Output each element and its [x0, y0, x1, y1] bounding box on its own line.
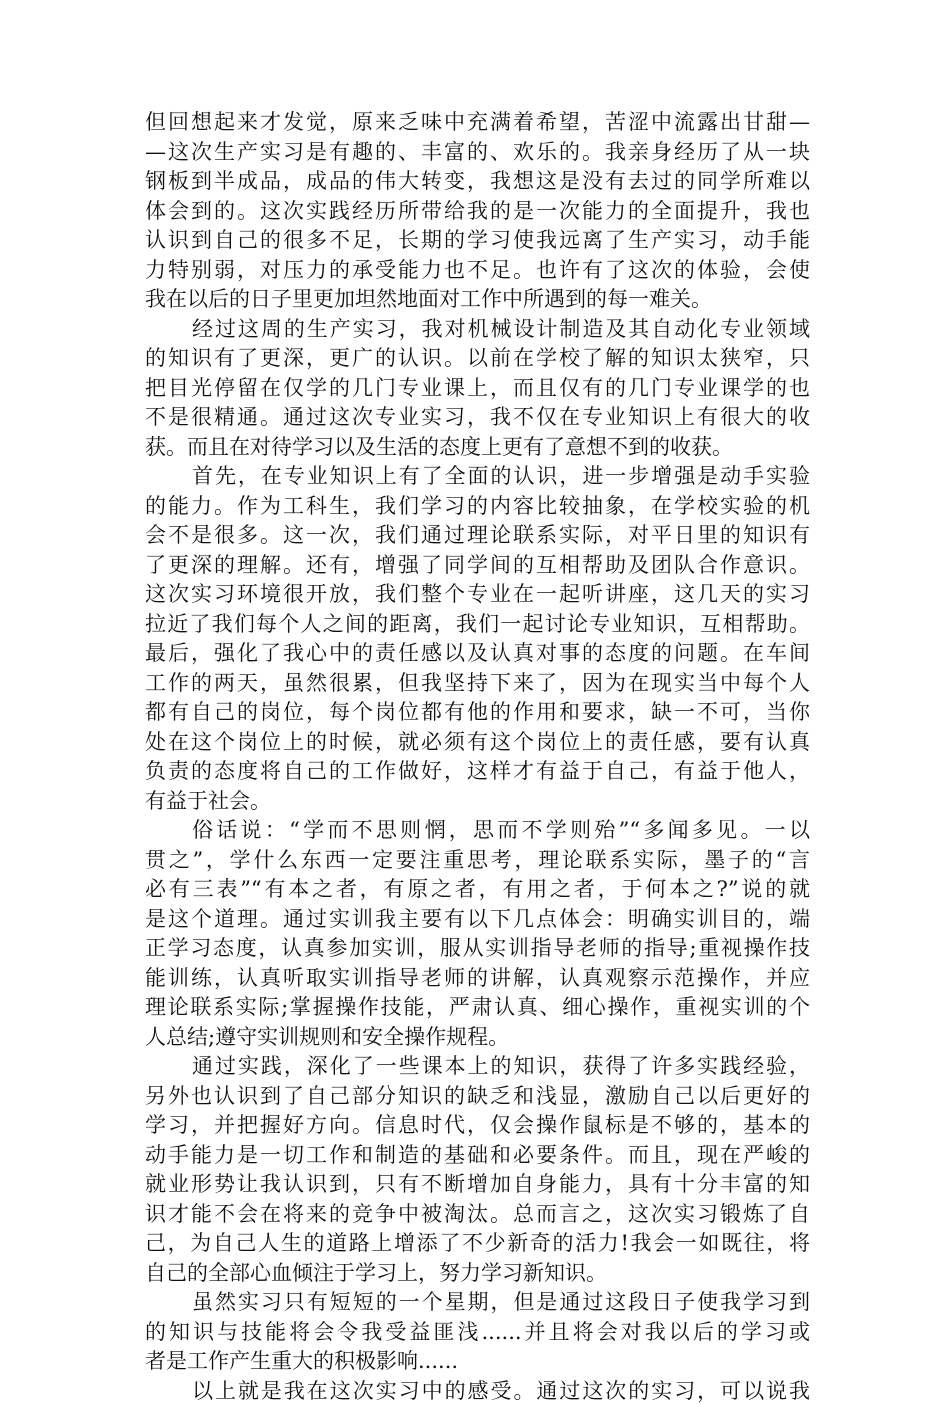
text-line: —这次生产实习是有趣的、丰富的、欢乐的。我亲身经历了从一块 — [145, 138, 810, 168]
text-line: 的知识与技能将会令我受益匪浅......并且将会对我以后的学习或 — [145, 1318, 810, 1348]
text-line: 学习，并把握好方向。信息时代，仅会操作鼠标是不够的，基本的 — [145, 1111, 810, 1141]
text-line: 处在这个岗位上的时候，就必须有这个岗位上的责任感，要有认真 — [145, 728, 810, 758]
text-line: 把目光停留在仅学的几门专业课上，而且仅有的几门专业课学的也 — [145, 374, 810, 404]
text-line: 能训练，认真听取实训指导老师的讲解，认真观察示范操作，并应 — [145, 964, 810, 994]
text-line: 正学习态度，认真参加实训，服从实训指导老师的指导;重视操作技 — [145, 934, 810, 964]
text-line: 认识到自己的很多不足，长期的学习使我远离了生产实习，动手能 — [145, 226, 810, 256]
text-line: 力特别弱，对压力的承受能力也不足。也许有了这次的体验，会使 — [145, 256, 810, 286]
document-body — [145, 108, 810, 1406]
text-line: 不是很精通。通过这次专业实习，我不仅在专业知识上有很大的收 — [145, 403, 810, 433]
text-line: 工作的两天，虽然很累，但我坚持下来了，因为在现实当中每个人 — [145, 669, 810, 699]
text-line: 经过这周的生产实习，我对机械设计制造及其自动化专业领域 — [145, 315, 810, 345]
text-line: 通过实践，深化了一些课本上的知识，获得了许多实践经验， — [145, 1052, 810, 1082]
text-line: 己，为自己人生的道路上增添了不少新奇的活力!我会一如既往，将 — [145, 1229, 810, 1259]
text-line: 负责的态度将自己的工作做好，这样才有益于自己，有益于他人， — [145, 757, 810, 787]
text-line: 以上就是我在这次实习中的感受。通过这次的实习，可以说我 — [145, 1377, 810, 1406]
text-line: 钢板到半成品，成品的伟大转变，我想这是没有去过的同学所难以 — [145, 167, 810, 197]
text-line: 虽然实习只有短短的一个星期，但是通过这段日子使我学习到 — [145, 1288, 810, 1318]
text-line: 首先，在专业知识上有了全面的认识，进一步增强是动手实验 — [145, 462, 810, 492]
text-line: 拉近了我们每个人之间的距离，我们一起讨论专业知识，互相帮助。 — [145, 610, 810, 640]
text-line: 就业形势让我认识到，只有不断增加自身能力，具有十分丰富的知 — [145, 1170, 810, 1200]
text-line: 我在以后的日子里更加坦然地面对工作中所遇到的每一难关。 — [145, 285, 810, 315]
text-line: 体会到的。这次实践经历所带给我的是一次能力的全面提升，我也 — [145, 197, 810, 227]
text-line: 俗话说：“学而不思则惘，思而不学则殆”“多闻多见。一以 — [145, 816, 810, 846]
text-line: 另外也认识到了自己部分知识的缺乏和浅显，激励自己以后更好的 — [145, 1082, 810, 1112]
text-line: 动手能力是一切工作和制造的基础和必要条件。而且，现在严峻的 — [145, 1141, 810, 1171]
text-line: 自己的全部心血倾注于学习上，努力学习新知识。 — [145, 1259, 810, 1289]
text-line: 获。而且在对待学习以及生活的态度上更有了意想不到的收获。 — [145, 433, 810, 463]
text-line: 必有三表”“有本之者，有原之者，有用之者，于何本之?”说的就 — [145, 875, 810, 905]
text-line: 的能力。作为工科生，我们学习的内容比较抽象，在学校实验的机 — [145, 492, 810, 522]
text-line: 贯之”，学什么东西一定要注重思考，理论联系实际，墨子的“言 — [145, 846, 810, 876]
text-line: 最后，强化了我心中的责任感以及认真对事的态度的问题。在车间 — [145, 639, 810, 669]
text-line: 会不是很多。这一次，我们通过理论联系实际，对平日里的知识有 — [145, 521, 810, 551]
text-line: 理论联系实际;掌握操作技能，严肃认真、细心操作，重视实训的个 — [145, 993, 810, 1023]
text-line: 识才能不会在将来的竞争中被淘汰。总而言之，这次实习锻炼了自 — [145, 1200, 810, 1230]
text-line: 的知识有了更深，更广的认识。以前在学校了解的知识太狭窄，只 — [145, 344, 810, 374]
text-line: 都有自己的岗位，每个岗位都有他的作用和要求，缺一不可，当你 — [145, 698, 810, 728]
text-line: 了更深的理解。还有，增强了同学间的互相帮助及团队合作意识。 — [145, 551, 810, 581]
text-line: 者是工作产生重大的积极影响...... — [145, 1347, 810, 1377]
text-line: 是这个道理。通过实训我主要有以下几点体会：明确实训目的，端 — [145, 905, 810, 935]
text-line: 这次实习环境很开放，我们整个专业在一起听讲座，这几天的实习 — [145, 580, 810, 610]
text-line: 有益于社会。 — [145, 787, 810, 817]
text-line: 人总结;遵守实训规则和安全操作规程。 — [145, 1023, 810, 1053]
text-line: 但回想起来才发觉，原来乏味中充满着希望，苦涩中流露出甘甜— — [145, 108, 810, 138]
